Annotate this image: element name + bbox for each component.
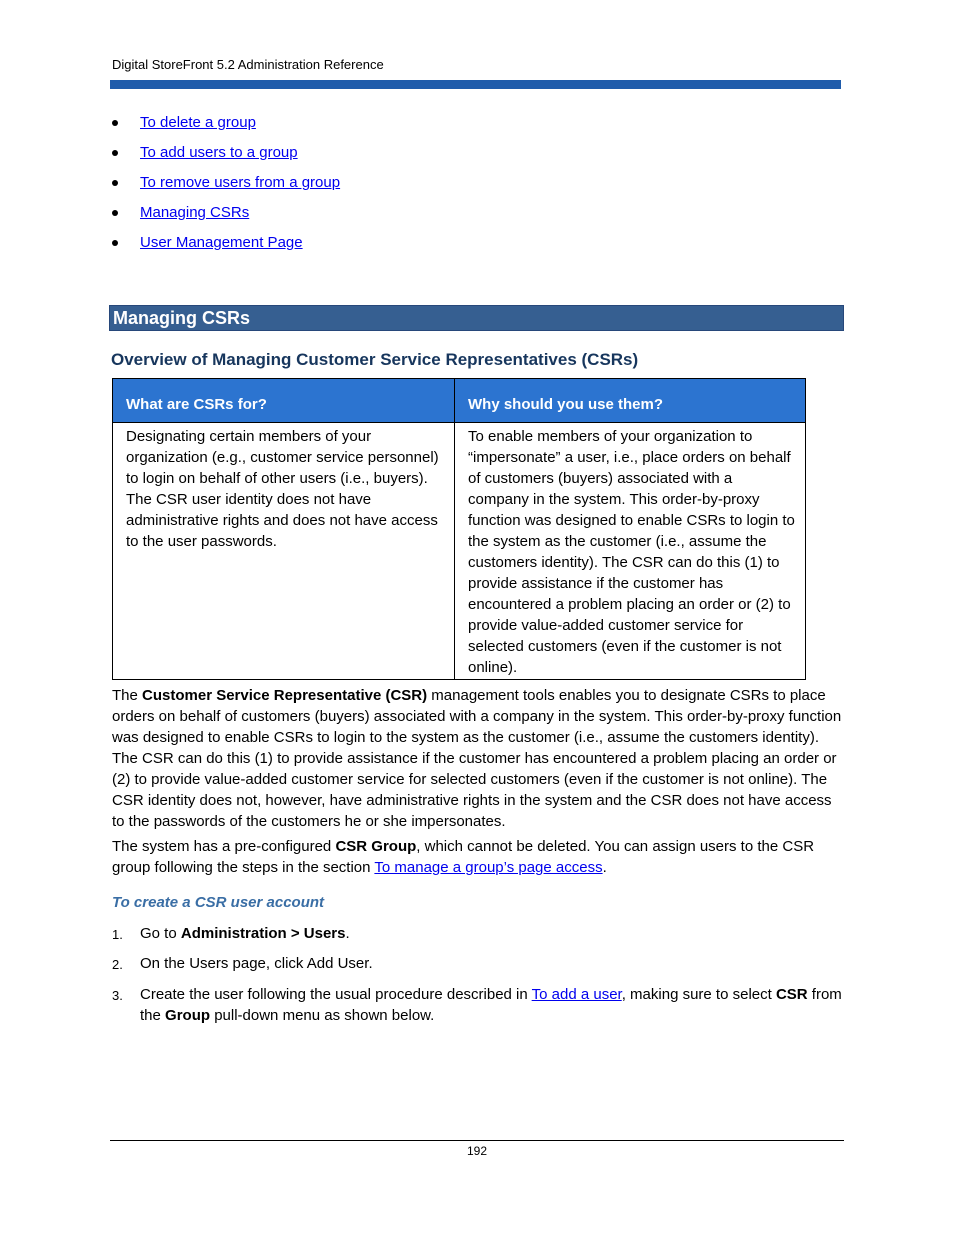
- step-text: On the Users page, click Add User.: [140, 955, 373, 972]
- section-title: Managing CSRs: [113, 308, 251, 328]
- overview-table: [112, 378, 806, 680]
- step-text: [140, 984, 842, 1026]
- bold-term-csr: CSR: [775, 986, 808, 1003]
- bold-term-csr: Customer Service Representative (CSR): [142, 687, 428, 704]
- text-run: The: [112, 687, 143, 704]
- link-managing-csrs[interactable]: Managing CSRs: [140, 204, 250, 221]
- column-header-why: Why should you use them?: [468, 396, 664, 413]
- step-number: 3.: [112, 988, 123, 1003]
- bullet-icon: [112, 120, 118, 126]
- link-add-a-user[interactable]: To add a user: [531, 986, 622, 1003]
- bullet-icon: [112, 180, 118, 186]
- link-manage-group-page-access[interactable]: To manage a group’s page access: [374, 859, 603, 876]
- text-run: .: [345, 925, 350, 942]
- related-links-list: [112, 113, 832, 263]
- running-header: Digital StoreFront 5.2 Administration Reference: [112, 57, 384, 72]
- text-run: pull-down menu as shown below.: [210, 1007, 435, 1024]
- list-item: [112, 203, 832, 233]
- list-item: [112, 113, 832, 143]
- bold-menu-path: Administration > Users: [180, 925, 346, 942]
- column-header-what: What are CSRs for?: [126, 396, 267, 413]
- text-run: from the: [140, 986, 842, 1024]
- table-cell-what: Designating certain members of your organization (e.g., customer service personnel) to login on behalf of other users (i.e., buyers). The CSR user identity does not have administrative rights and does not have access to the user passwords.: [126, 428, 439, 550]
- table-cell-why: To enable members of your organization to “impersonate” a user, i.e., place orders on behalf of customers (buyers) associated with a company in the system. This order-by-proxy function was designed to enable CSRs to login to the system as the customer (i.e., assume the customers identity). The CSR can do this (1) to provide assistance if the customer has encountered a problem placing an order or (2) to provide value-added customer service for selected customers (even if the customer is not online).: [468, 428, 795, 676]
- footer-rule: [110, 1140, 844, 1141]
- csr-group-paragraph: [112, 836, 842, 878]
- list-item: [112, 143, 832, 173]
- bold-term-group: Group: [165, 1007, 211, 1024]
- column-divider: [454, 379, 455, 679]
- table-header-cell: [455, 379, 805, 422]
- bullet-icon: [112, 150, 118, 156]
- text-run: , which cannot be deleted. You can assign users to the CSR group following the steps in the section: [112, 838, 815, 876]
- step-number: 2.: [112, 957, 123, 972]
- text-run: Go to: [140, 925, 181, 942]
- step-number: 1.: [112, 927, 123, 942]
- text-run: management tools enables you to designate CSRs to place orders on behalf of customers (buyers) associated with a company in the system. This order-by-proxy function was designed to enable CSRs to login to the system as the customer (i.e., assume the customers identity). The CSR can do this (1) to provide assistance if the customer has encountered a problem placing an order or (2) to provide value-added customer service for selected customers (even if the customer is not online). The CSR identity does not, however, have administrative rights in the system and the CSR does not have access to the passwords of the customers he or she impersonates.: [112, 687, 842, 830]
- page-number: 192: [466, 1144, 488, 1158]
- link-add-users-to-group[interactable]: To add users to a group: [140, 144, 298, 161]
- procedure-title: To create a CSR user account: [112, 894, 325, 911]
- bullet-icon: [112, 210, 118, 216]
- text-run: , making sure to select: [621, 986, 776, 1003]
- text-run: .: [602, 859, 607, 876]
- row-divider: [113, 422, 805, 423]
- text-run: Create the user following the usual procedure described in: [140, 986, 532, 1003]
- link-remove-users-from-group[interactable]: To remove users from a group: [140, 174, 341, 191]
- header-rule: [110, 80, 841, 89]
- list-item: [112, 173, 832, 203]
- bold-term-csr-group: CSR Group: [335, 838, 417, 855]
- step-text: [140, 923, 842, 944]
- csr-description-paragraph: [112, 685, 842, 832]
- text-run: The system has a pre-configured: [112, 838, 336, 855]
- subsection-title: Overview of Managing Customer Service Representatives (CSRs): [111, 350, 639, 369]
- table-header-cell: [113, 379, 455, 422]
- list-item: [112, 233, 832, 263]
- link-user-management-page[interactable]: User Management Page: [140, 234, 303, 251]
- section-heading-bar: [109, 305, 844, 331]
- link-delete-group[interactable]: To delete a group: [140, 114, 256, 131]
- bullet-icon: [112, 240, 118, 246]
